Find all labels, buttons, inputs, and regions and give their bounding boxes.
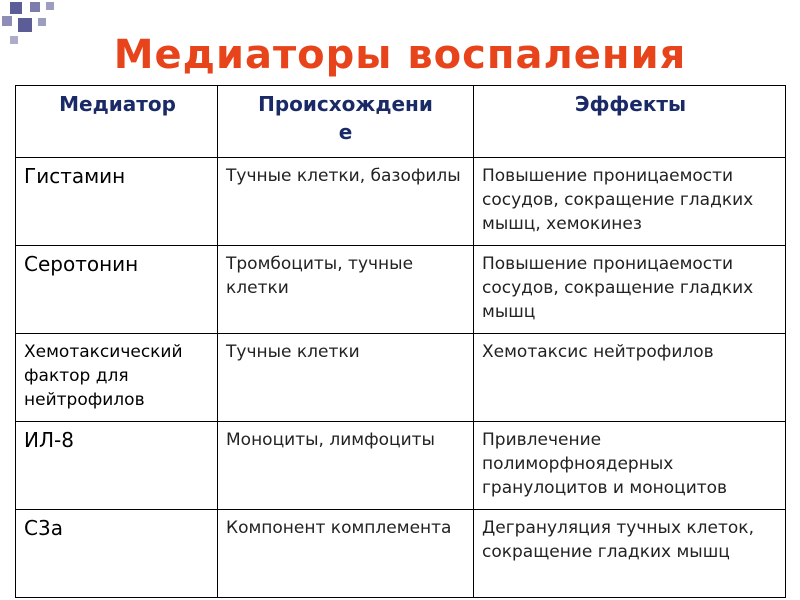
cell-origin: Тромбоциты, тучные клетки (218, 246, 474, 334)
header-origin: Происхождени е (218, 86, 474, 158)
cell-mediator: С3а (16, 510, 218, 598)
cell-effects: Хемотаксис нейтрофилов (474, 334, 786, 422)
table-row (16, 158, 786, 246)
table-row (16, 422, 786, 510)
mediators-table (15, 85, 786, 598)
table-row (16, 510, 786, 598)
cell-origin: Тучные клетки (218, 334, 474, 422)
cell-effects: Привлечение полиморфноядерных гранулоцитов и моноцитов (474, 422, 786, 510)
table-row (16, 334, 786, 422)
cell-effects: Дегрануляция тучных клеток, сокращение гладких мышц (474, 510, 786, 598)
cell-origin: Тучные клетки, базофилы (218, 158, 474, 246)
cell-origin: Компонент комплемента (218, 510, 474, 598)
cell-origin: Моноциты, лимфоциты (218, 422, 474, 510)
cell-mediator: Серотонин (16, 246, 218, 334)
header-effects: Эффекты (474, 86, 786, 158)
cell-mediator: Хемотаксический фактор для нейтрофилов (16, 334, 218, 422)
cell-mediator: ИЛ-8 (16, 422, 218, 510)
header-mediator: Медиатор (16, 86, 218, 158)
page-title: Медиаторы воспаления (113, 32, 687, 78)
table-header-row (16, 86, 786, 158)
table-row (16, 246, 786, 334)
cell-effects: Повышение проницаемости сосудов, сокращение гладких мышц, хемокинез (474, 158, 786, 246)
cell-mediator: Гистамин (16, 158, 218, 246)
cell-effects: Повышение проницаемости сосудов, сокращение гладких мышц (474, 246, 786, 334)
